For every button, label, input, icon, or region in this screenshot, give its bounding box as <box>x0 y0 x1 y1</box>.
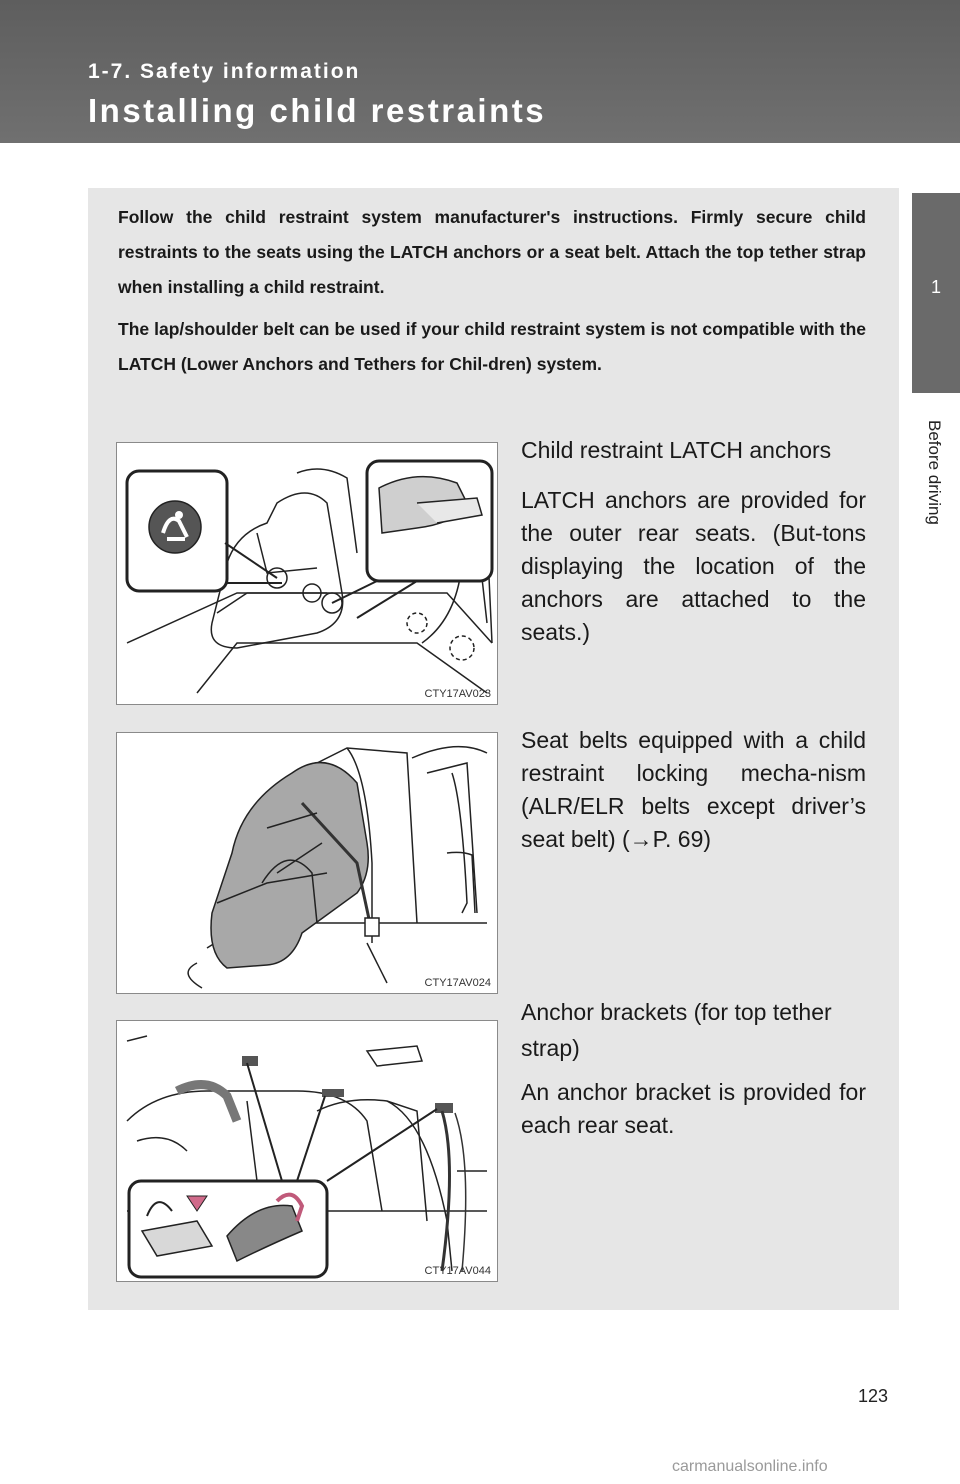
figure-code: CTY17AV024 <box>424 977 491 989</box>
intro-paragraph-1: Follow the child restraint system manufacturer's instructions. Firmly secure child restraints to the seats using the LATCH anchors or a seat belt. Attach the top tether strap when installing a child restraint. <box>118 207 866 297</box>
chapter-number: 1 <box>930 277 941 297</box>
seat-belt-illustration <box>116 732 498 994</box>
item-desc-seat-belt-locking: Seat belts equipped with a child restraint locking mecha-nism (ALR/ELR belts except driver’s seat belt) (→P. 69) <box>521 727 866 852</box>
page-title: Installing child restraints <box>88 92 547 129</box>
figure-code: CTY17AV023 <box>424 688 491 700</box>
page-number: 123 <box>857 1386 888 1406</box>
item-title-latch-anchors: Child restraint LATCH anchors <box>521 437 832 463</box>
seat-belt-drawing <box>117 733 497 993</box>
intro-paragraph-2: The lap/shoulder belt can be used if your child restraint system is not compatible with the LATCH (Lower Anchors and Tethers for Chil-dren) system. <box>118 319 866 374</box>
item-desc-anchor-brackets: An anchor bracket is provided for each rear seat. <box>521 1079 866 1138</box>
item-title-anchor-brackets: Anchor brackets (for top tether strap) <box>521 999 832 1061</box>
item-desc-latch-anchors: LATCH anchors are provided for the outer rear seats. (But-tons displaying the location of the anchors are attached to the seats.) <box>521 487 866 645</box>
latch-anchors-illustration <box>116 442 498 705</box>
chapter-name: Before driving <box>925 420 944 525</box>
figure-code: CTY17AV044 <box>424 1265 491 1277</box>
watermark: carmanualsonline.info <box>672 1458 828 1475</box>
latch-anchors-drawing <box>117 443 497 704</box>
section-label: 1-7. Safety information <box>88 60 361 83</box>
anchor-brackets-illustration <box>116 1020 498 1282</box>
anchor-brackets-drawing <box>117 1021 497 1281</box>
chapter-tab-gap <box>912 143 960 193</box>
